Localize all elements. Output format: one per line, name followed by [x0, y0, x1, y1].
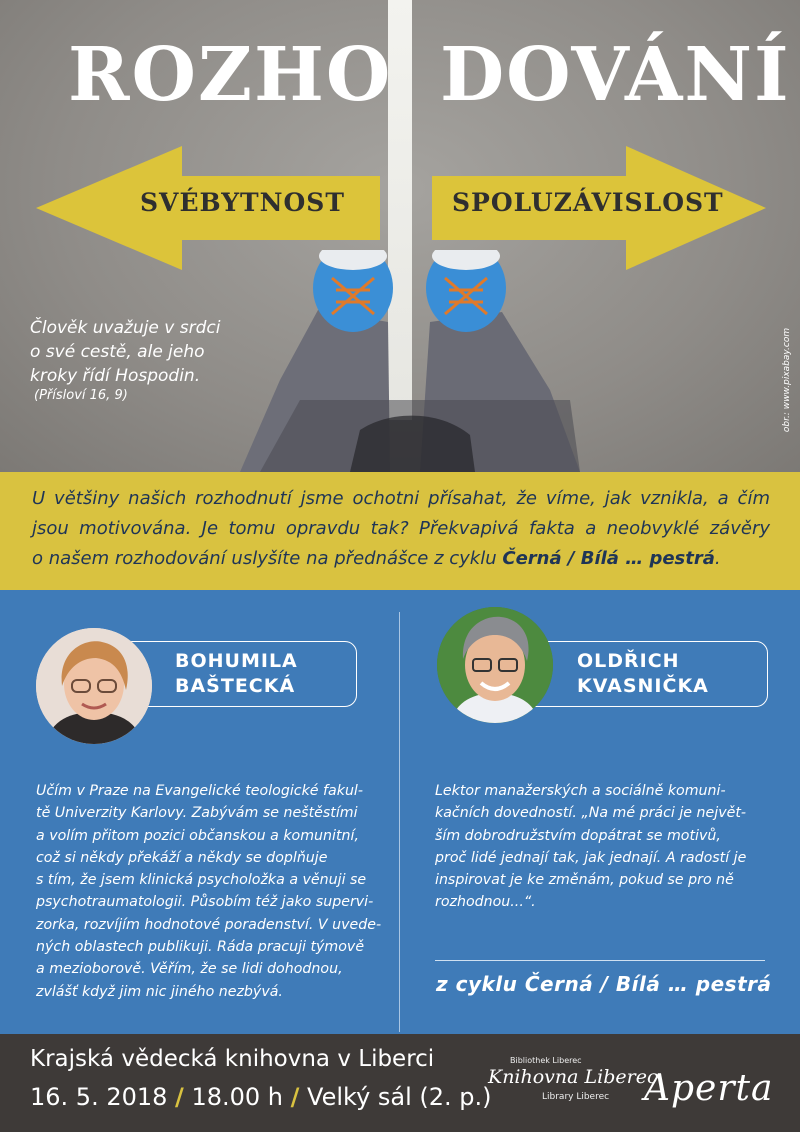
- bio-line: což si někdy překáží a někdy se doplňuje: [36, 849, 328, 866]
- bible-quote: Člověk uvažuje v srdci o své cestě, ale jeho kroky řídí Hospodin.: [30, 318, 221, 386]
- bio-line: ším dobrodružstvím dopátrat se motivů,: [435, 827, 721, 844]
- bio-line: Lektor manažerských a sociálně komuni-: [435, 783, 726, 799]
- speaker-name-box-left: [120, 641, 357, 707]
- bio-line: psychotraumatologii. Působím též jako supervi-: [36, 894, 374, 911]
- intro-band: [0, 472, 800, 590]
- speaker-bio-right: [435, 780, 785, 914]
- title-right: DOVÁNÍ: [440, 32, 791, 118]
- intro-line-3-end: .: [714, 548, 721, 569]
- photo-credit: [778, 300, 796, 460]
- bio-line: Učím v Praze na Evangelické teologické fakul-: [36, 783, 363, 799]
- event-details: [30, 1080, 492, 1114]
- quote-reference: (Přísloví 16, 9): [34, 388, 128, 403]
- event-date: 16. 5. 2018: [30, 1083, 168, 1111]
- event-time: 18.00 h: [191, 1083, 283, 1111]
- intro-line-2: jsou motivována. Je tomu opravdu tak? Překvapivá fakta a neobvyklé závěry: [32, 518, 770, 539]
- separator: /: [290, 1083, 300, 1111]
- bio-line: proč lidé jednají tak, jak jednají. A radostí je: [435, 849, 747, 866]
- intro-line-3: [32, 544, 770, 574]
- arrow-left-label: SVÉBYTNOST: [140, 188, 345, 217]
- bio-line: ných oblastech publikuji. Ráda pracuji týmově: [36, 939, 365, 956]
- aperta-logo: Aperta: [644, 1068, 774, 1109]
- hero-photo: [0, 0, 800, 472]
- bio-line: zorka, rozvíjím hodnotové poradenství. V uvede-: [36, 916, 382, 933]
- series-label: z cyklu Černá / Bílá … pestrá: [436, 972, 772, 996]
- photo-credit-text: obr.: www.pixabay.com: [782, 327, 792, 433]
- title-left: ROZHO: [68, 32, 393, 118]
- speaker-first-name: BOHUMILA: [175, 650, 298, 672]
- bio-line: tě Univerzity Karlovy. Zabývám se neštěstími: [36, 805, 358, 822]
- arrow-right-label: SPOLUZÁVISLOST: [452, 188, 724, 217]
- series-name: Černá / Bílá … pestrá: [502, 548, 715, 569]
- column-divider: [399, 612, 400, 1032]
- library-logo-top: Bibliothek Liberec: [510, 1056, 582, 1065]
- avatar-man-icon: [437, 607, 553, 723]
- library-logo-bottom: Library Liberec: [542, 1092, 610, 1102]
- bio-line: s tím, že jsem klinická psycholožka a věnuji se: [36, 872, 367, 889]
- series-rule: [435, 960, 765, 961]
- venue: Krajská vědecká knihovna v Liberci: [30, 1046, 435, 1072]
- intro-line-1: U většiny našich rozhodnutí jsme ochotni přísahat, že víme, jak vznikla, a čím: [32, 488, 770, 509]
- speaker-photo-left: [36, 628, 152, 744]
- library-logo: [488, 1056, 658, 1108]
- separator: /: [175, 1083, 184, 1111]
- avatar-woman-icon: [36, 628, 152, 744]
- speaker-last-name: BAŠTECKÁ: [175, 675, 296, 697]
- bio-line: inspirovat je ke změnám, pokud se pro ně: [435, 872, 734, 889]
- speaker-photo-right: [437, 607, 553, 723]
- bio-line: kačních dovedností. „Na mé práci je největ-: [435, 805, 747, 822]
- intro-line-3-text: o našem rozhodování uslyšíte na přednášce z cyklu: [32, 548, 503, 569]
- library-logo-main: Knihovna Liberec: [488, 1066, 658, 1088]
- footer: [0, 1034, 800, 1132]
- speaker-first-name: OLDŘICH: [577, 650, 680, 672]
- legs-illustration: [240, 250, 580, 472]
- bio-line: zvlášť když jim nic jiného nezbývá.: [36, 983, 283, 1000]
- bio-line: a volím přitom pozici občanskou a komunitní,: [36, 827, 359, 844]
- speaker-name-box-right: [520, 641, 768, 707]
- speaker-last-name: KVASNIČKA: [577, 675, 709, 697]
- bio-line: rozhodnou...“.: [435, 894, 536, 911]
- speaker-bio-left: [36, 780, 381, 1003]
- event-room: Velký sál (2. p.): [307, 1083, 492, 1111]
- bio-line: a mezioborově. Věřím, že se lidi dohodnou,: [36, 961, 343, 978]
